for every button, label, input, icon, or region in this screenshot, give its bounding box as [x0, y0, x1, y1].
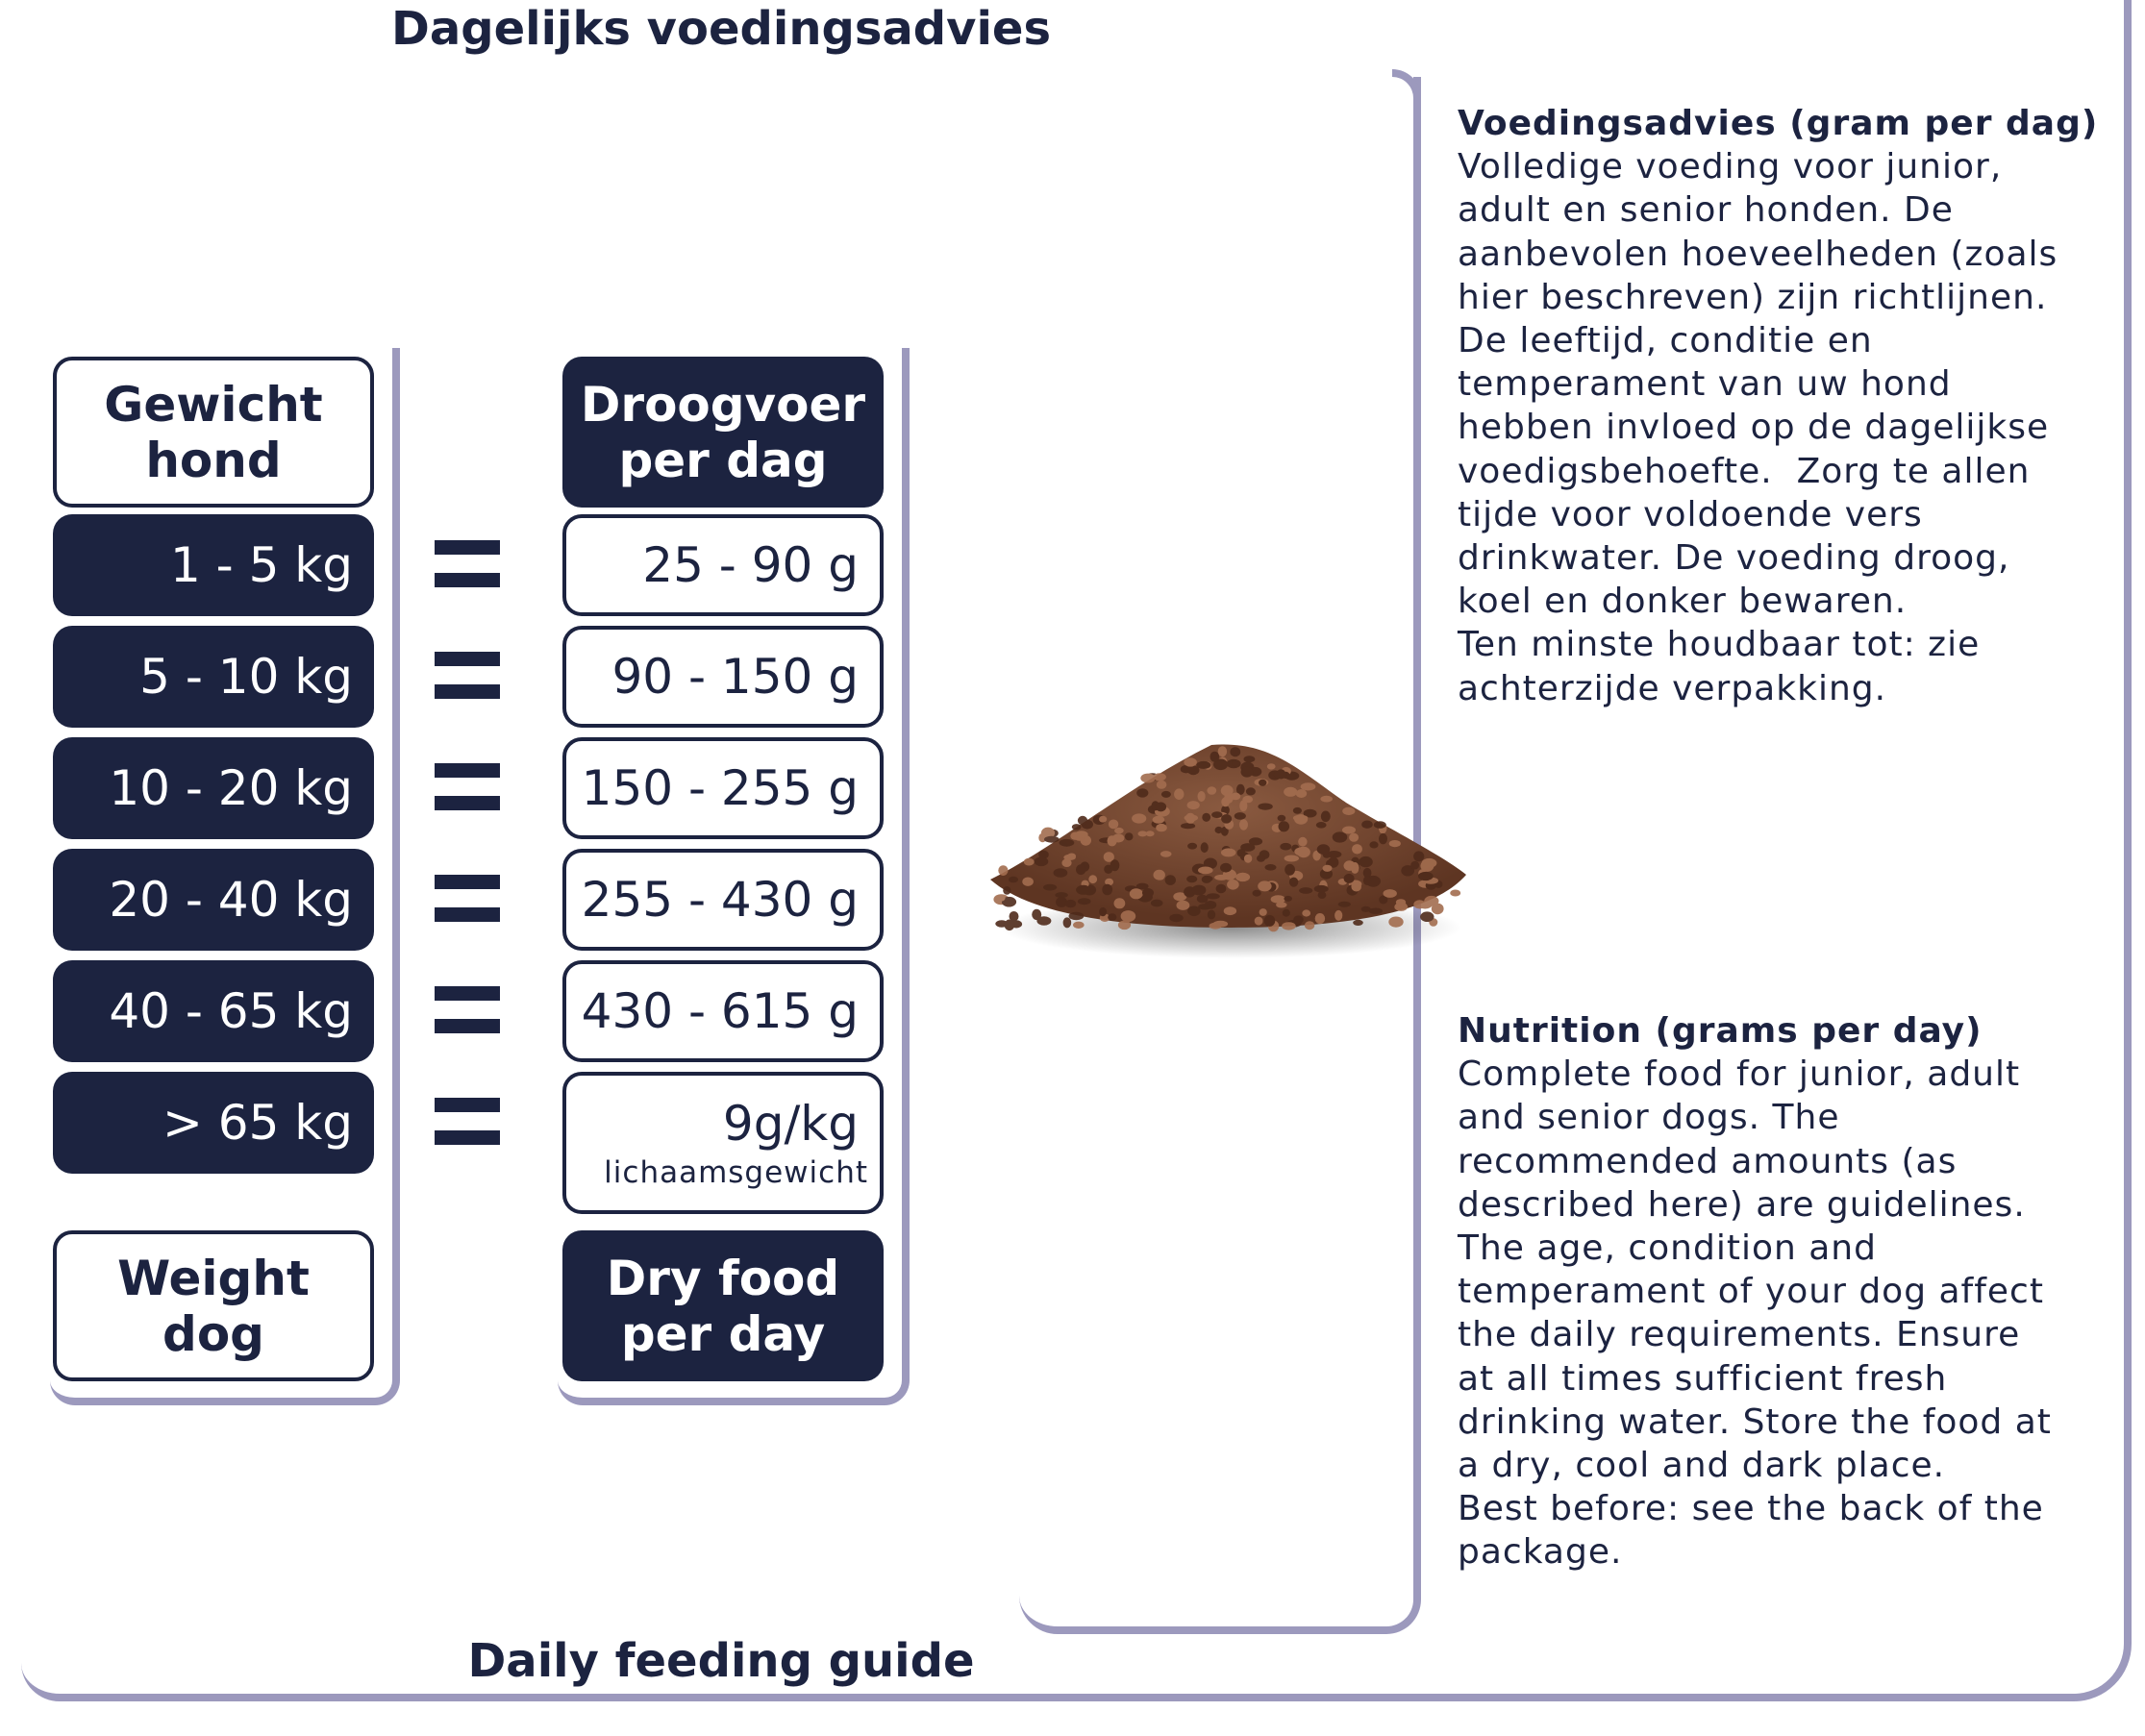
text-line: The age, condition and [1458, 1228, 1877, 1269]
text-line: at all times sufficient fresh [1458, 1358, 1948, 1399]
weight-cell [53, 626, 374, 728]
nutrition-body-en [1458, 1053, 2121, 1574]
text-line: achterzijde verpakking. [1458, 668, 1887, 708]
weight-cell [53, 737, 374, 839]
weight-value: 10 - 20 kg [109, 760, 353, 816]
food-value: 25 - 90 g [642, 537, 859, 593]
text-line: tijde voor voldoende vers [1458, 494, 1923, 534]
text-line: aanbevolen hoeveelheden (zoals [1458, 234, 2058, 274]
weight-value: > 65 kg [162, 1095, 353, 1151]
text-line: Complete food for junior, adult [1458, 1054, 2021, 1095]
page-title: Dagelijks voedingsadvies [390, 2, 1052, 56]
header-food-en-label: Dry food per day [606, 1250, 840, 1362]
header-food-nl [562, 357, 884, 508]
weight-cell [53, 960, 374, 1062]
text-line: voedigsbehoefte. Zorg te allen [1458, 451, 2031, 491]
text-line: hebben invloed op de dagelijkse [1458, 408, 2050, 448]
text-line: the daily requirements. Ensure [1458, 1315, 2021, 1355]
text-line: and senior dogs. The [1458, 1098, 1840, 1138]
equals-sign-icon [435, 763, 500, 810]
equals-sign-icon [435, 652, 500, 699]
equals-sign-icon [435, 875, 500, 922]
header-weight-nl [53, 357, 374, 508]
equals-sign-icon [435, 986, 500, 1033]
food-value: 430 - 615 g [581, 983, 859, 1039]
kibble-pile-image [981, 731, 1471, 961]
weight-value: 40 - 65 kg [109, 983, 353, 1039]
text-line: Best before: see the back of the [1458, 1489, 2044, 1529]
page-subtitle: Daily feeding guide [467, 1634, 975, 1688]
food-unit-note: lichaamsgewicht [604, 1155, 868, 1190]
food-value: 255 - 430 g [581, 872, 859, 928]
nutrition-heading-nl: Voedingsadvies (gram per dag) [1458, 104, 2099, 143]
food-value: 90 - 150 g [611, 649, 859, 705]
weight-value: 1 - 5 kg [169, 537, 353, 593]
weight-value: 20 - 40 kg [109, 872, 353, 928]
header-food-en [562, 1230, 884, 1381]
text-line: described here) are guidelines. [1458, 1184, 2026, 1225]
text-line: De leeftijd, conditie en [1458, 321, 1873, 361]
food-cell [562, 849, 884, 951]
weight-cell [53, 849, 374, 951]
food-cell [562, 737, 884, 839]
food-cell [562, 1072, 884, 1214]
text-line: drinkwater. De voeding droog, [1458, 538, 2010, 579]
text-line: package. [1458, 1532, 1623, 1573]
text-line: hier beschreven) zijn richtlijnen. [1458, 277, 2048, 317]
text-line: adult en senior honden. De [1458, 190, 1954, 231]
nutrition-text-nl [1458, 102, 2121, 710]
food-value: 150 - 255 g [581, 760, 859, 816]
weight-cell [53, 1072, 374, 1174]
text-line: Ten minste houdbaar tot: zie [1458, 625, 1981, 665]
text-line: Volledige voeding voor junior, [1458, 147, 2003, 187]
text-line: drinking water. Store the food at [1458, 1401, 2052, 1442]
food-cell [562, 626, 884, 728]
header-weight-nl-label: Gewicht hond [104, 376, 323, 488]
weight-value: 5 - 10 kg [139, 649, 353, 705]
text-line: temperament van uw hond [1458, 364, 1952, 405]
equals-sign-icon [435, 540, 500, 587]
equals-sign-icon [435, 1098, 500, 1145]
food-value: 9g/kg [722, 1096, 859, 1152]
weight-cell [53, 514, 374, 616]
text-line: recommended amounts (as [1458, 1141, 1958, 1181]
text-line: koel en donker bewaren. [1458, 582, 1908, 622]
food-cell [562, 960, 884, 1062]
nutrition-body-nl [1458, 145, 2121, 710]
text-line: temperament of your dog affect [1458, 1272, 2044, 1312]
header-weight-en [53, 1230, 374, 1381]
food-cell [562, 514, 884, 616]
header-weight-en-label: Weight dog [117, 1250, 310, 1362]
nutrition-heading-en: Nutrition (grams per day) [1458, 1011, 1983, 1051]
header-food-nl-label: Droogvoer per dag [580, 376, 866, 488]
nutrition-text-en [1458, 1009, 2121, 1575]
text-line: a dry, cool and dark place. [1458, 1446, 1946, 1486]
